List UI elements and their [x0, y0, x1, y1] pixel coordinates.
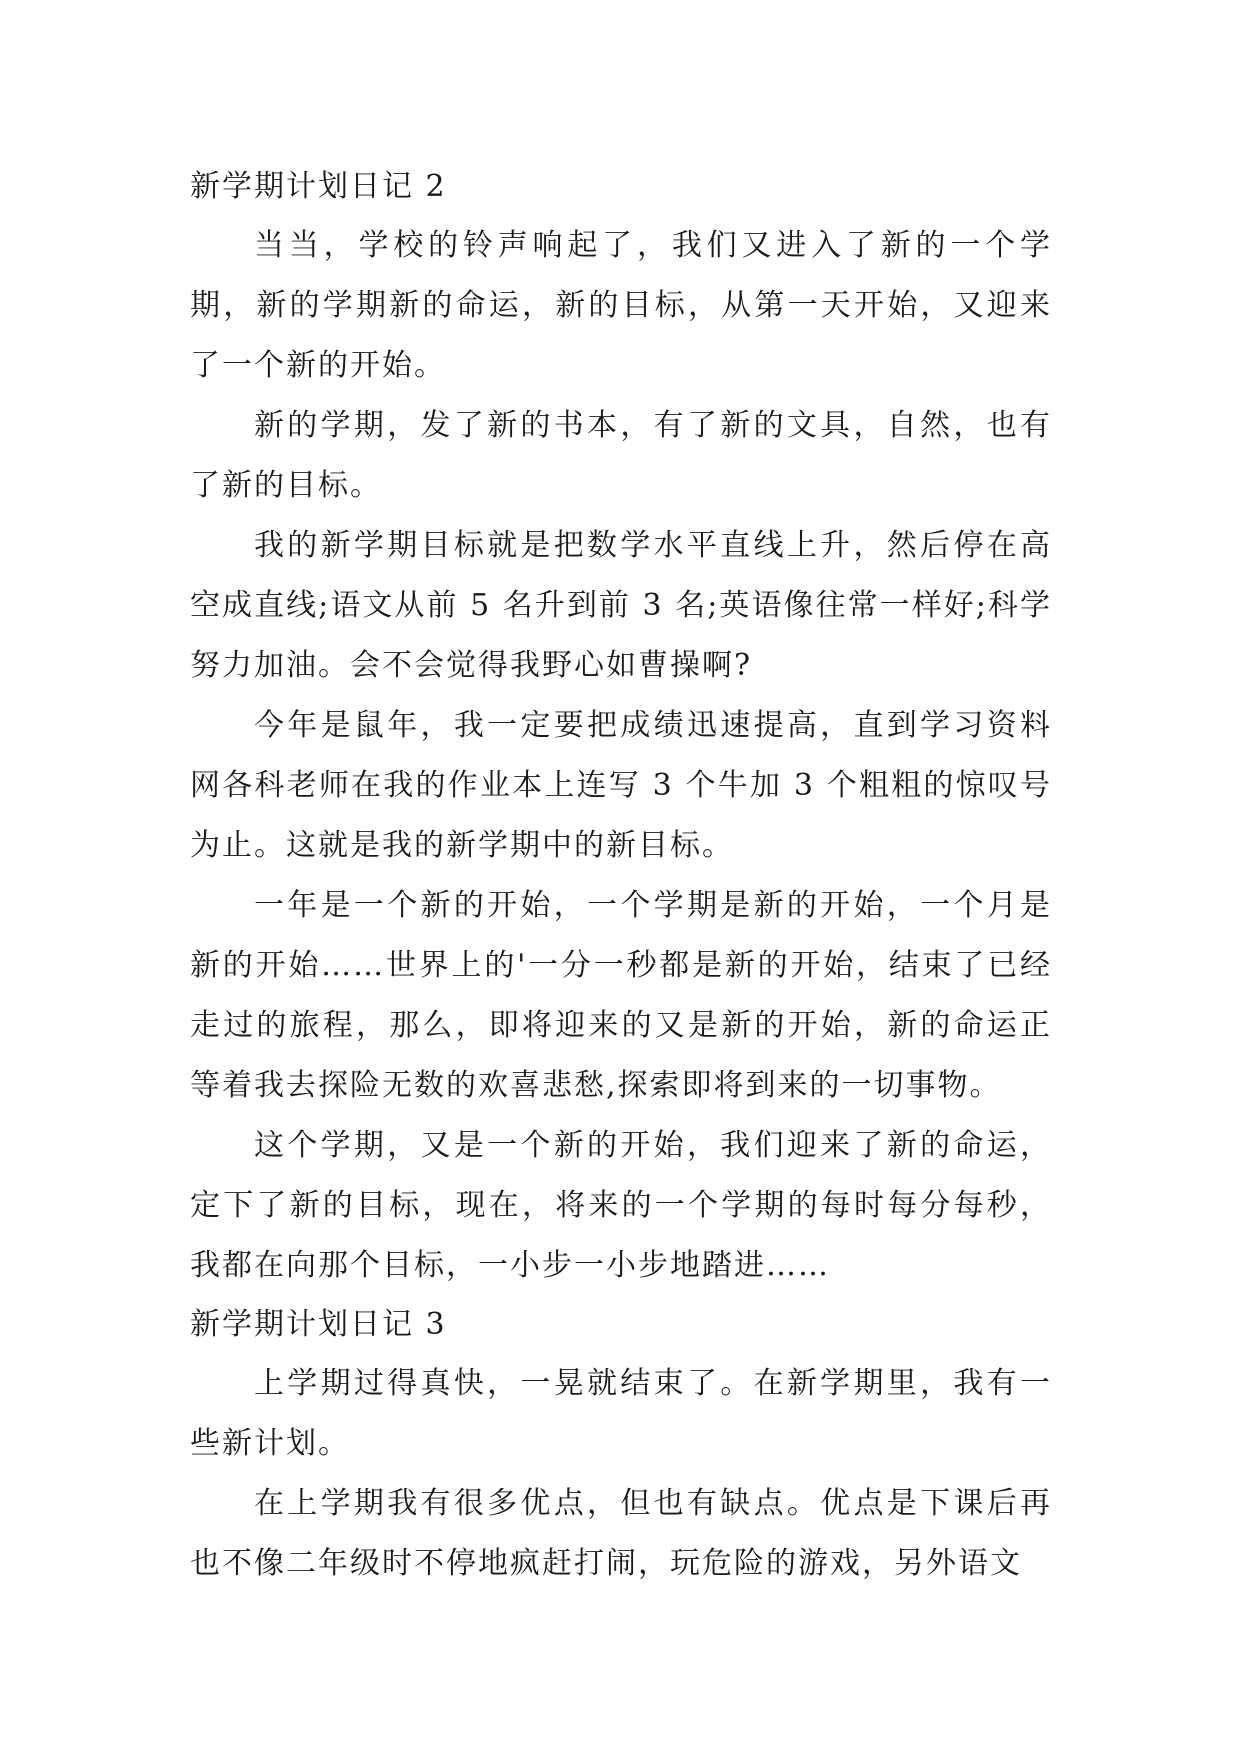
document-body: [190, 158, 1052, 1594]
paragraph: 一年是一个新的开始，一个学期是新的开始，一个月是新的开始……世界上的'一分一秒都是新的开始，结束了已经走过的旅程，那么，即将迎来的又是新的开始，新的命运正等着我去探险无数的欢喜悲愁,探索即将到来的一切事物。: [190, 888, 1052, 1103]
paragraph: 这个学期，又是一个新的开始，我们迎来了新的命运，定下了新的目标，现在，将来的一个学期的每时每分每秒，我都在向那个目标，一小步一小步地踏进……: [190, 1128, 1052, 1283]
paragraph: 新的学期，发了新的书本，有了新的文具，自然，也有了新的目标。: [190, 408, 1052, 503]
paragraph: 今年是鼠年，我一定要把成绩迅速提高，直到学习资料网各科老师在我的作业本上连写 3 个牛加 3 个粗粗的惊叹号为止。这就是我的新学期中的新目标。: [190, 708, 1052, 863]
paragraph: 在上学期我有很多优点，但也有缺点。优点是下课后再也不像二年级时不停地疯赶打闹，玩危险的游戏，另外语文: [190, 1486, 1052, 1581]
section-heading: 新学期计划日记 2: [190, 169, 447, 204]
section-heading: 新学期计划日记 3: [190, 1307, 447, 1342]
paragraph: 上学期过得真快，一晃就结束了。在新学期里，我有一些新计划。: [190, 1366, 1052, 1461]
paragraph: 我的新学期目标就是把数学水平直线上升，然后停在高空成直线;语文从前 5 名升到前 3 名;英语像往常一样好;科学努力加油。会不会觉得我野心如曹操啊?: [190, 528, 1052, 683]
paragraph: 当当，学校的铃声响起了，我们又进入了新的一个学期，新的学期新的命运，新的目标，从第一天开始，又迎来了一个新的开始。: [190, 228, 1052, 383]
